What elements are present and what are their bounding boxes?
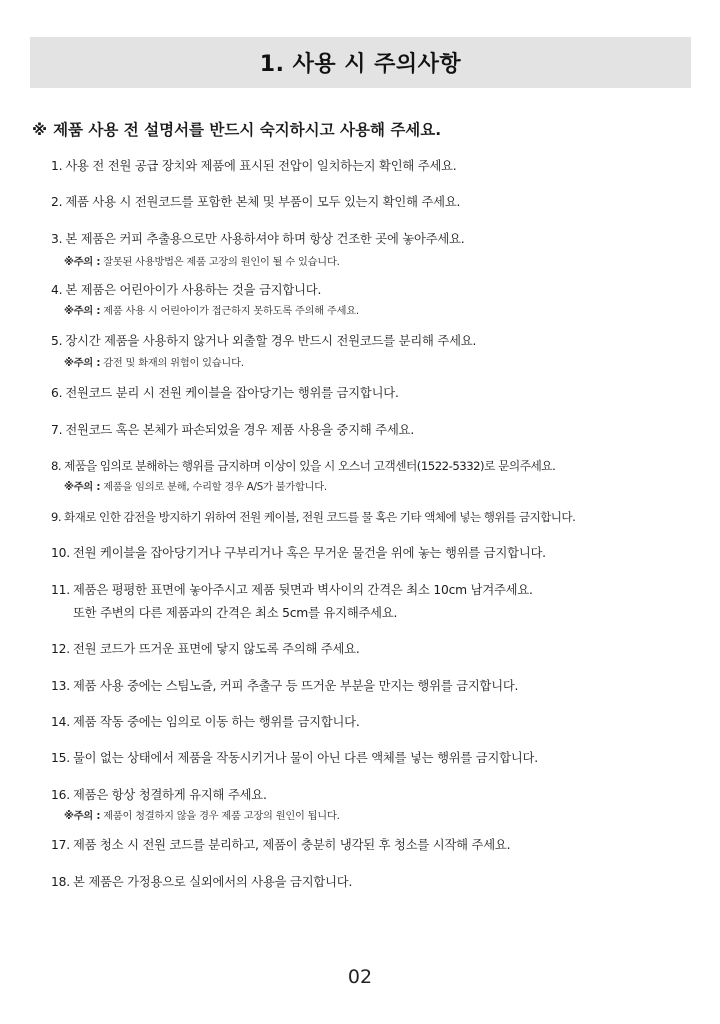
- list-item: [51, 750, 538, 766]
- item-text: 전원 케이블을 잡아당기거나 구부리거나 혹은 무거운 물건을 위에 놓는 행위를 금지합니다.: [72, 546, 546, 560]
- note-text: 감전 및 화재의 위험이 있습니다.: [103, 358, 244, 369]
- item-text: 본 제품은 커피 추출용으로만 사용하셔야 하며 항상 건조한 곳에 놓아주세요.: [65, 232, 465, 246]
- item-text: 제품 사용 중에는 스팀노즐, 커피 추출구 등 뜨거운 부분을 만지는 행위를 금지합니다.: [72, 679, 519, 693]
- note-label: ※주의 :: [64, 257, 101, 268]
- list-item: [51, 874, 352, 890]
- item-number: 3.: [51, 232, 63, 246]
- item-text: 전원 코드가 뜨거운 표면에 닿지 않도록 주의해 주세요.: [72, 642, 360, 656]
- item-number: 7.: [51, 423, 63, 437]
- item-text: 제품은 항상 청결하게 유지해 주세요.: [72, 788, 267, 802]
- list-item: [51, 194, 460, 210]
- list-item: [51, 837, 510, 853]
- item-text: 전원코드 분리 시 전원 케이블을 잡아당기는 행위를 금지합니다.: [65, 386, 399, 400]
- list-item: [51, 509, 575, 525]
- item-text: 본 제품은 어린아이가 사용하는 것을 금지합니다.: [65, 283, 322, 297]
- item-text: 제품 사용 시 전원코드를 포함한 본체 및 부품이 모두 있는지 확인해 주세요.: [65, 195, 461, 209]
- item-number: 18.: [51, 875, 70, 889]
- section-title: 1. 사용 시 주의사항: [259, 52, 462, 77]
- note-text: 잘못된 사용방법은 제품 고장의 원인이 될 수 있습니다.: [103, 257, 340, 268]
- caution-note: [64, 357, 244, 371]
- item-number: 13.: [51, 679, 70, 693]
- item-number: 2.: [51, 195, 63, 209]
- list-item: [51, 678, 518, 694]
- item-text: 제품을 임의로 분해하는 행위를 금지하며 이상이 있을 시 오스너 고객센터(1522-5332)로 문의주세요.: [64, 459, 556, 473]
- item-text: 물이 없는 상태에서 제품을 작동시키거나 물이 아닌 다른 액체를 넣는 행위를 금지합니다.: [72, 751, 538, 765]
- note-label: ※주의 :: [64, 358, 101, 369]
- item-number: 6.: [51, 386, 63, 400]
- item-number: 1.: [51, 159, 63, 173]
- item-number: 17.: [51, 838, 70, 852]
- note-text: 제품이 청결하지 않을 경우 제품 고장의 원인이 됩니다.: [103, 811, 340, 822]
- list-item: [51, 282, 321, 298]
- note-text: 제품 사용 시 어린아이가 접근하지 못하도록 주의해 주세요.: [103, 306, 359, 317]
- item-continuation: 또한 주변의 다른 제품과의 간격은 최소 5cm를 유지해주세요.: [73, 606, 398, 620]
- item-number: 11.: [51, 583, 70, 597]
- note-label: ※주의 :: [64, 482, 101, 493]
- item-text: 장시간 제품을 사용하지 않거나 외출할 경우 반드시 전원코드를 분리해 주세요.: [65, 334, 477, 348]
- item-number: 10.: [51, 546, 70, 560]
- page-number: 02: [347, 966, 373, 988]
- intro-text: 제품 사용 전 설명서를 반드시 숙지하시고 사용해 주세요.: [53, 121, 442, 139]
- list-item: [51, 641, 360, 657]
- note-label: ※주의 :: [64, 811, 101, 822]
- item-text: 제품 작동 중에는 임의로 이동 하는 행위를 금지합니다.: [72, 715, 360, 729]
- caution-note: [64, 256, 340, 270]
- list-item: [51, 458, 555, 474]
- item-text: 제품 청소 시 전원 코드를 분리하고, 제품이 충분히 냉각된 후 청소를 시작해 주세요.: [72, 838, 511, 852]
- list-item: [51, 158, 457, 174]
- list-item: [51, 545, 546, 561]
- note-label: ※주의 :: [64, 306, 101, 317]
- note-text: 제품을 임의로 분해, 수리할 경우 A/S가 불가합니다.: [103, 482, 327, 493]
- item-number: 5.: [51, 334, 63, 348]
- item-text: 화재로 인한 감전을 방지하기 위하여 전원 케이블, 전원 코드를 물 혹은 기타 액체에 넣는 행위를 금지합니다.: [63, 510, 576, 524]
- caution-note: [64, 810, 340, 824]
- item-number: 8.: [51, 459, 62, 473]
- list-item: [51, 582, 533, 598]
- item-text: 본 제품은 가정용으로 실외에서의 사용을 금지합니다.: [72, 875, 353, 889]
- reference-mark: ※: [32, 121, 48, 139]
- item-text: 사용 전 전원 공급 장치와 제품에 표시된 전압이 일치하는지 확인해 주세요.: [65, 159, 457, 173]
- caution-note: [64, 481, 327, 495]
- list-item: [51, 422, 414, 438]
- item-number: 9.: [51, 510, 61, 524]
- item-number: 12.: [51, 642, 70, 656]
- item-number: 15.: [51, 751, 70, 765]
- item-number: 14.: [51, 715, 70, 729]
- item-number: 4.: [51, 283, 63, 297]
- list-item: [51, 333, 476, 349]
- list-item: [51, 714, 360, 730]
- item-text: 전원코드 혹은 본체가 파손되었을 경우 제품 사용을 중지해 주세요.: [65, 423, 415, 437]
- item-number: 16.: [51, 788, 70, 802]
- item-text: 제품은 평평한 표면에 놓아주시고 제품 뒷면과 벽사이의 간격은 최소 10cm 남겨주세요.: [72, 583, 533, 597]
- list-item: [51, 231, 464, 247]
- caution-note: [64, 305, 359, 319]
- list-item: [51, 787, 267, 803]
- list-item: [51, 385, 399, 401]
